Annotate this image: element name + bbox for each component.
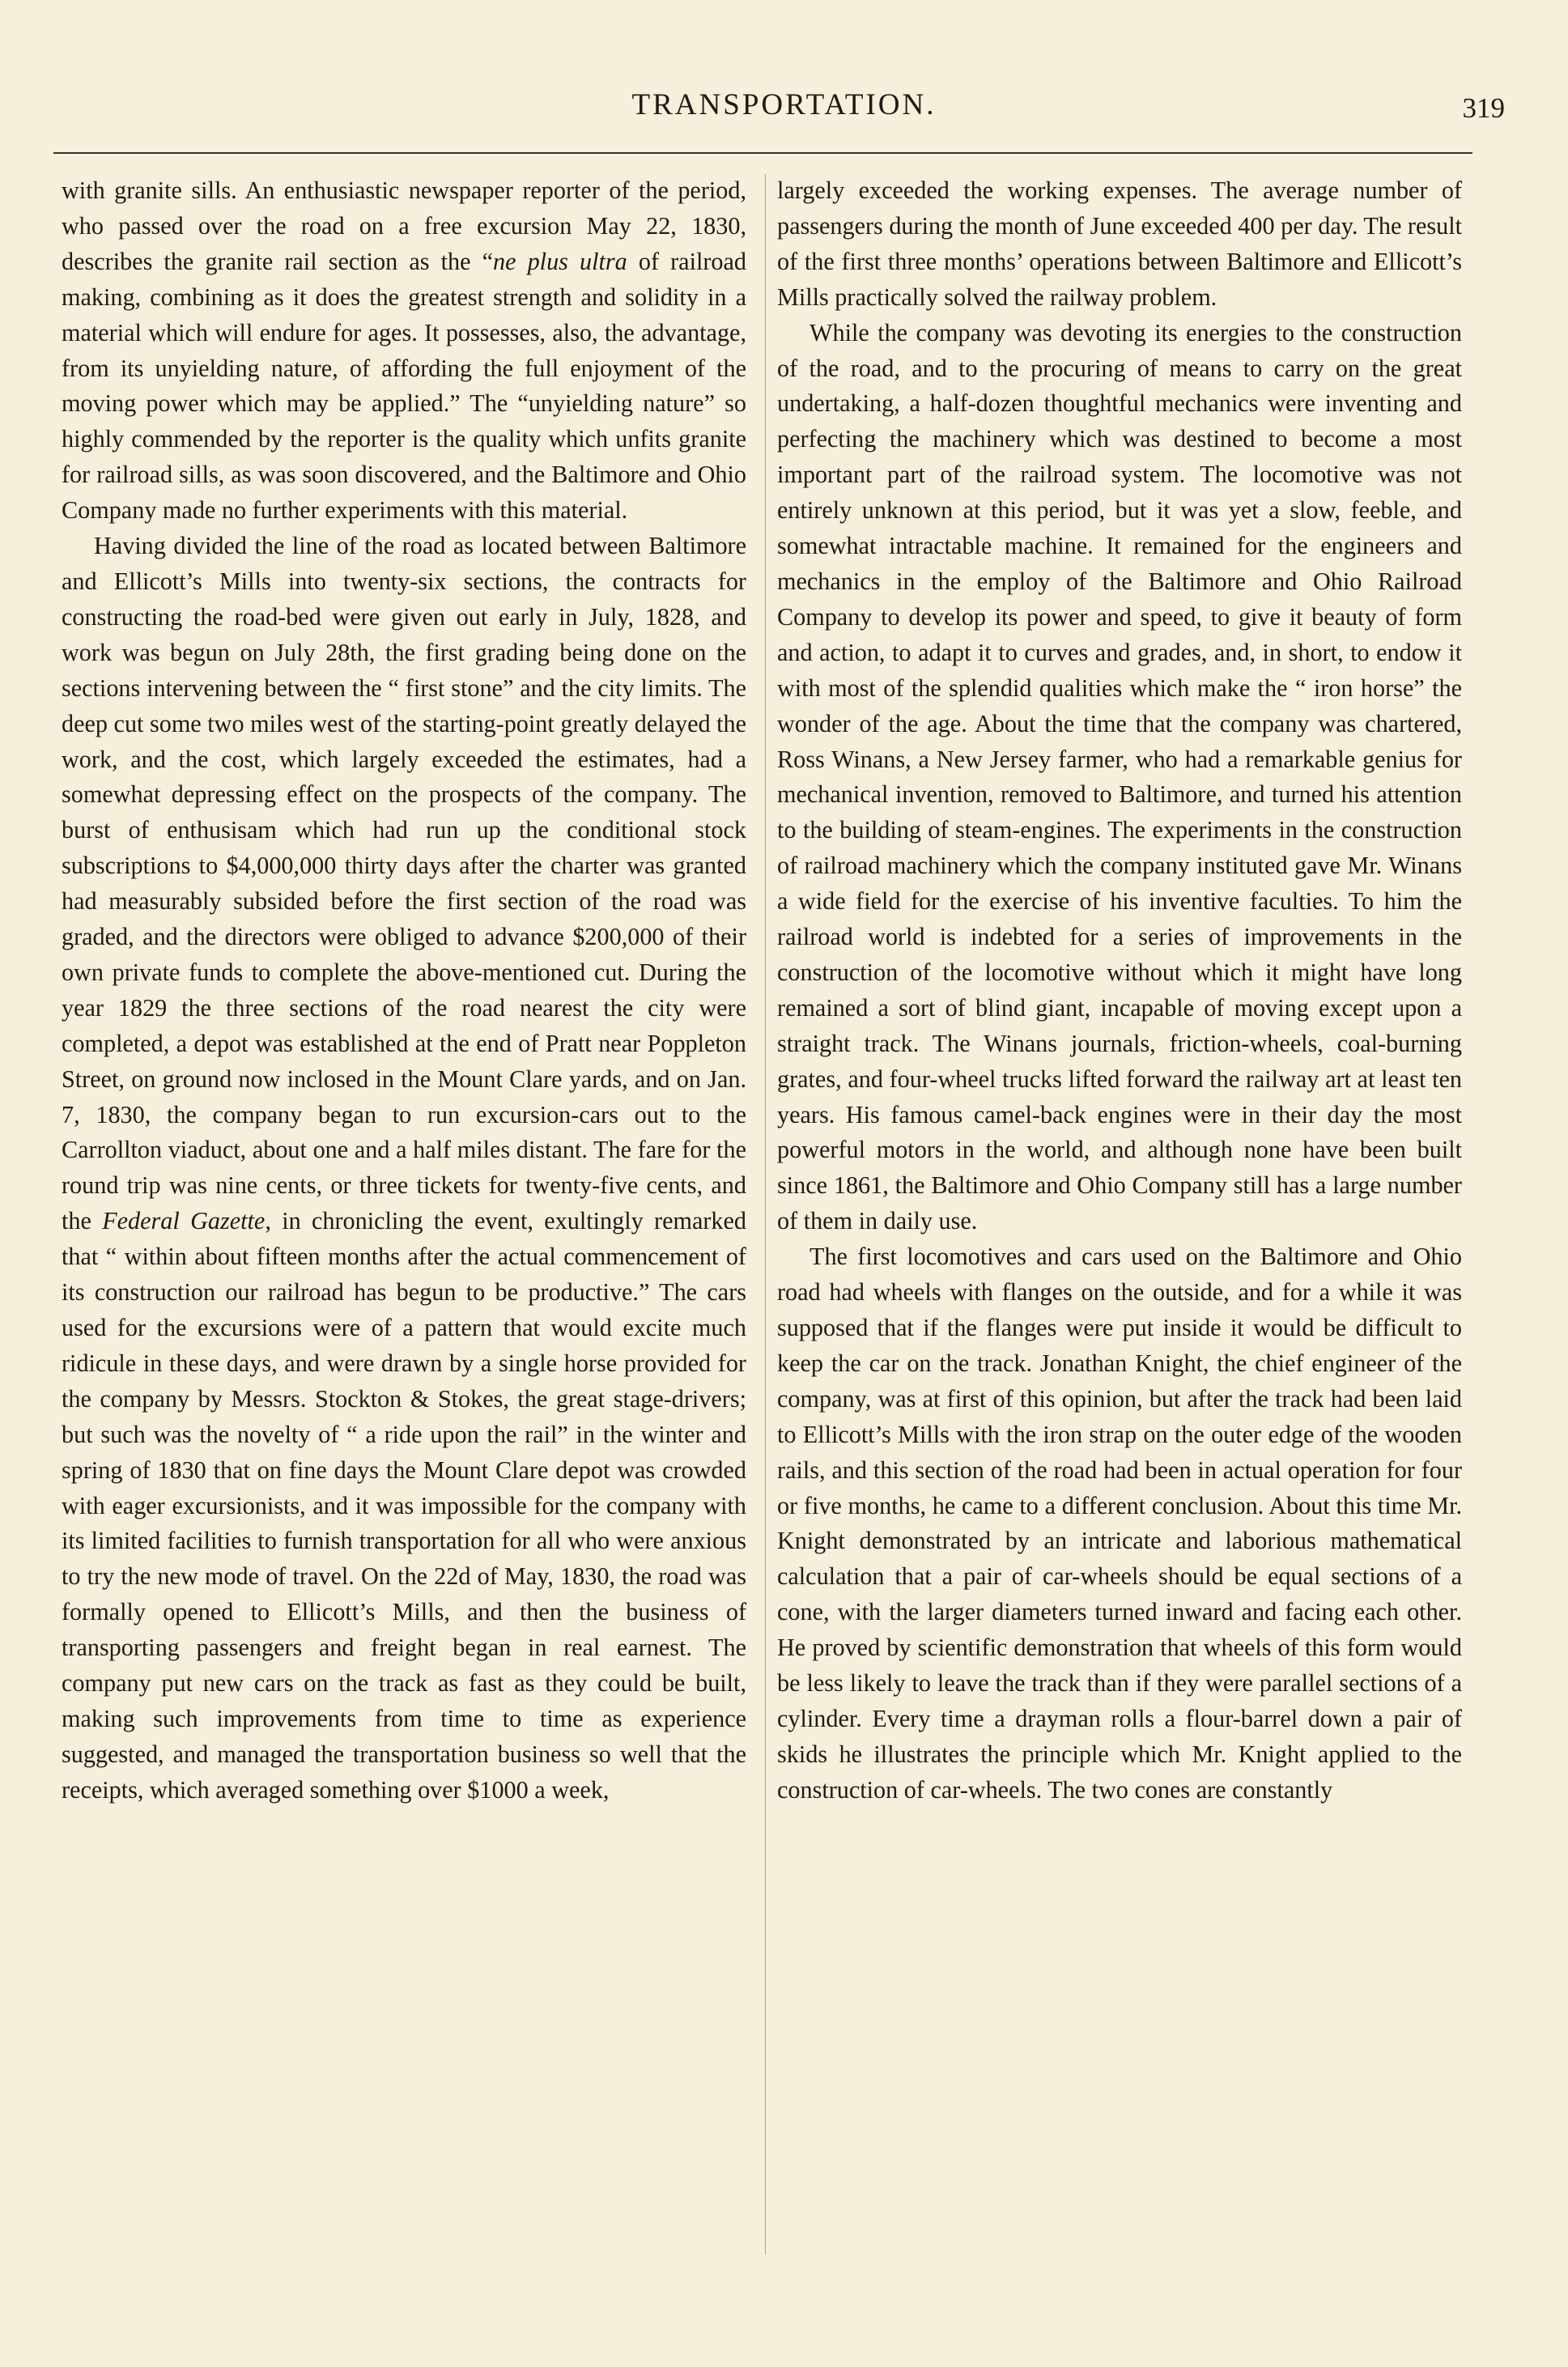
paragraph — [777, 173, 1462, 316]
paragraph — [777, 1239, 1462, 1808]
italic-title: Federal Gazette — [102, 1207, 266, 1235]
text-run: While the company was devoting its energies to the construction of the road, and to the procuring of means to carry on the great undertaking, a half-dozen thoughtful mechanics were inventing and perfecting the machinery which was destined to become a most important part of the railroad system. The locomotive was not entirely unknown at this period, but it was yet a slow, feeble, and somewhat intractable machine. It remained for the engineers and mechanics in the employ of the Baltimore and Ohio Railroad Company to develop its power and speed, to give it beauty of form and action, to adapt it to curves and grades, and, in short, to endow it with most of the splendid qualities which make the “ iron horse” the wonder of the age. About the time that the company was chartered, Ross Winans, a New Jersey farmer, who had a remarkable genius for mechanical invention, removed to Baltimore, and turned his attention to the building of steam-engines. The experiments in the construction of railroad machinery which the company instituted gave Mr. Winans a wide field for the exercise of his inventive faculties. To him the railroad world is indebted for a series of improvements in the construction of the locomotive without which it might have long remained a sort of blind giant, incapable of moving except upon a straight track. The Winans journals, friction-wheels, coal-burning grates, and four-wheel trucks lifted forward the railway art at least ten years. His famous camel-back engines were in their day the most powerful motors in the world, and although none have been built since 1861, the Baltimore and Ohio Company still has a large number of them in daily use. — [777, 318, 1462, 1235]
page-number: 319 — [1462, 92, 1505, 124]
right-column — [777, 173, 1462, 1808]
text-run: The first locomotives and cars used on the Baltimore and Ohio road had wheels with flanges on the outside, and for a while it was supposed that if the flanges were put inside it would be difficult to keep the car on the track. Jonathan Knight, the chief engineer of the company, was at first of this opinion, but after the track had been laid to Ellicott’s Mills with the iron strap on the outer edge of the wooden rails, and this section of the road had been in actual operation for four or five months, he came to a different conclusion. About this time Mr. Knight demonstrated by an intricate and laborious mathematical calculation that a pair of car-wheels should be equal sections of a cone, with the larger diameters turned inward and facing each other. He proved by scientific demonstration that wheels of this form would be less likely to leave the track than if they were parallel sections of a cylinder. Every time a drayman rolls a flour-barrel down a pair of skids he illustrates the principle which Mr. Knight applied to the construction of car-wheels. The two cones are constantly — [777, 1243, 1462, 1804]
page-header — [57, 87, 1511, 144]
italic-phrase: ne plus ultra — [492, 247, 627, 275]
text-run: with granite sills. An enthusiastic newspaper reporter of the period, who passed over the road on a free excursion May 22, 1830, describes the granite rail section as the “ — [62, 176, 746, 275]
running-head: TRANSPORTATION. — [631, 88, 937, 121]
paragraph — [62, 529, 746, 1808]
header-rule — [53, 152, 1472, 154]
paragraph — [777, 316, 1462, 1240]
text-run: largely exceeded the working expenses. The average number of passengers during the month of June exceeded 400 per day. The result of the first three months’ operations between Baltimore and Ellicott’s Mills practically solved the railway problem. — [777, 176, 1462, 311]
left-column — [62, 173, 746, 1808]
text-run: Having divided the line of the road as located between Baltimore and Ellicott’s Mills into twenty-six sections, the contracts for constructing the road-bed were given out early in July, 1828, and work was begun on July 28th, the first grading being done on the sections intervening between the “ first stone” and the city limits. The deep cut some two miles west of the starting-point greatly delayed the work, and the cost, which largely exceeded the estimates, had a somewhat depressing effect on the prospects of the company. The burst of enthusisam which had run up the conditional stock subscriptions to $4,000,000 thirty days after the charter was granted had measurably subsided before the first section of the road was graded, and the directors were obliged to advance $200,000 of their own private funds to complete the above-mentioned cut. During the year 1829 the three sections of the road nearest the city were completed, a depot was established at the end of Pratt near Poppleton Street, on ground now inclosed in the Mount Clare yards, and on Jan. 7, 1830, the company began to run excursion-cars out to the Carrollton viaduct, about one and a half miles distant. The fare for the round trip was nine cents, or three tickets for twenty-five cents, and the — [62, 532, 746, 1235]
text-run: , in chronicling the event, exultingly remarked that “ within about fifteen months after the actual commencement of its construction our railroad has begun to be productive.” The cars used for the excursions were of a pattern that would excite much ridicule in these days, and were drawn by a single horse provided for the company by Messrs. Stockton & Stokes, the great stage-drivers; but such was the novelty of “ a ride upon the rail” in the winter and spring of 1830 that on fine days the Mount Clare depot was crowded with eager excursionists, and it was impossible for the company with its limited facilities to furnish transportation for all who were anxious to try the new mode of travel. On the 22d of May, 1830, the road was formally opened to Ellicott’s Mills, and then the business of transporting passengers and freight began in real earnest. The company put new cars on the track as fast as they could be built, making such improvements from time to time as experience suggested, and managed the transportation business so well that the receipts, which averaged something over $1000 a week, — [62, 1207, 746, 1804]
paragraph — [62, 173, 746, 529]
column-divider — [765, 174, 766, 2254]
text-run: of railroad making, combining as it does the greatest strength and solidity in a material which will endure for ages. It possesses, also, the advantage, from its unyielding nature, of affording the full enjoyment of the moving power which may be applied.” The “unyielding nature” so highly commended by the reporter is the quality which unfits granite for railroad sills, as was soon discovered, and the Baltimore and Ohio Company made no further experiments with this material. — [62, 247, 746, 525]
